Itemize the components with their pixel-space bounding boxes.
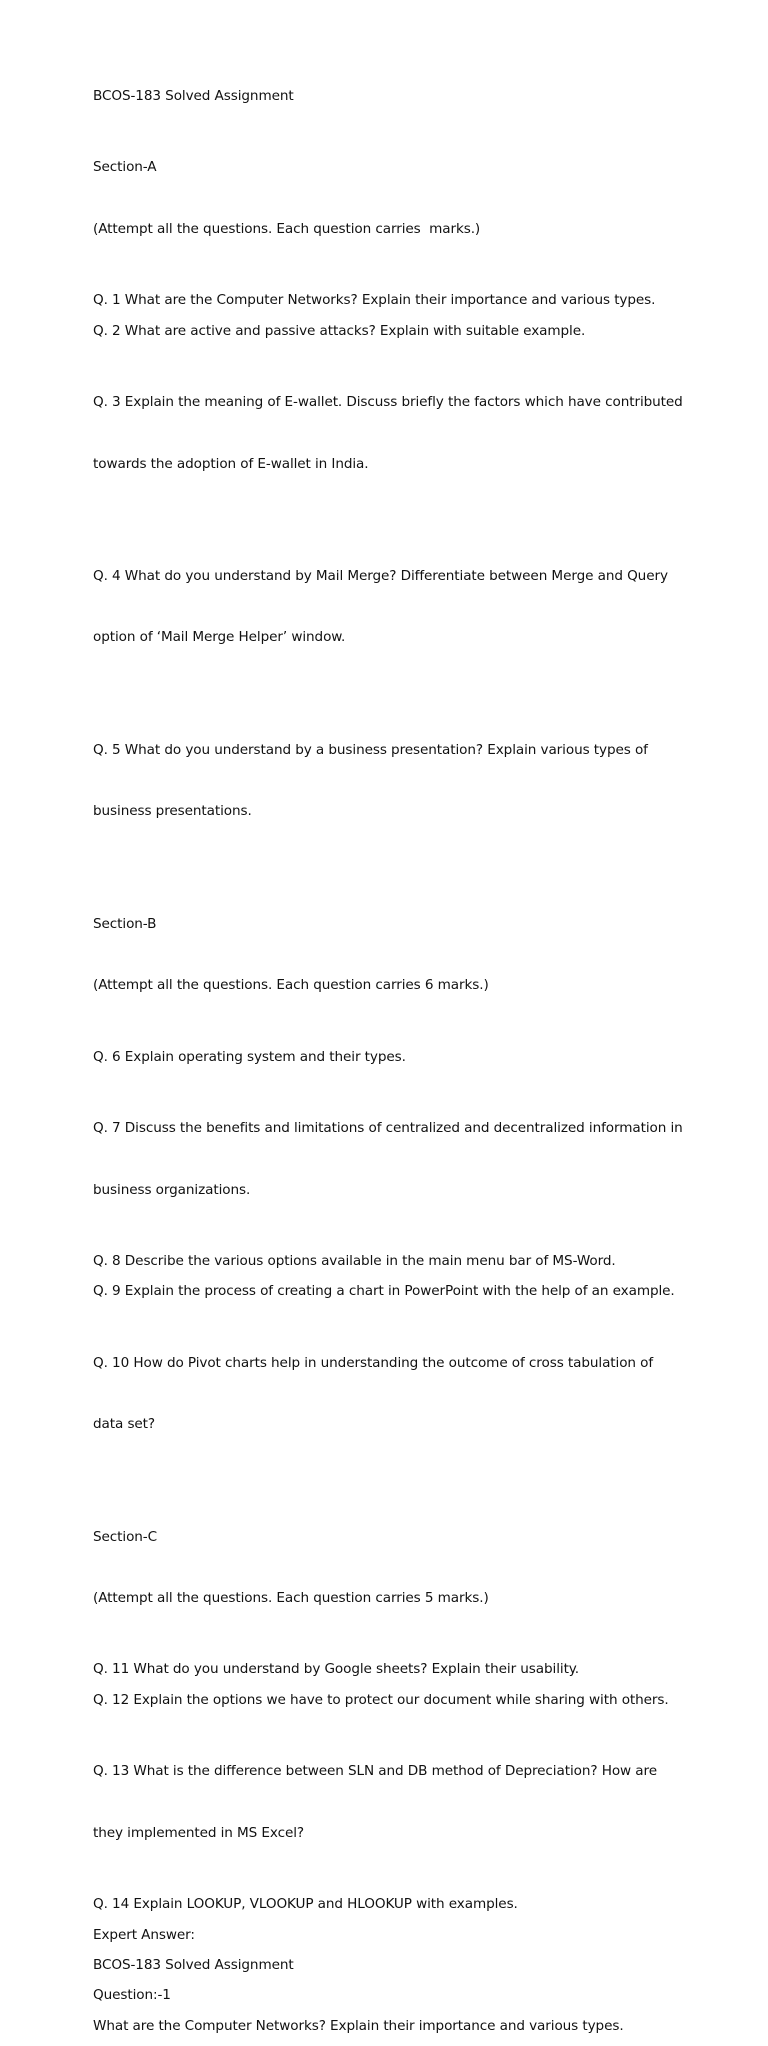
question-7-line-2: business organizations. (93, 1181, 251, 1198)
question-4-line-1: Q. 4 What do you understand by Mail Merge? Differentiate between Merge and Query (93, 567, 668, 584)
question-5-line-2: business presentations. (93, 803, 252, 820)
question-12: Q. 12 Explain the options we have to protect our document while sharing with others. (93, 1691, 669, 1708)
document-page (93, 86, 683, 2046)
question-7 (93, 1077, 683, 1241)
question-7-line-1: Q. 7 Discuss the benefits and limitations of centralized and decentralized information in (93, 1120, 683, 1137)
section-c-block (93, 1486, 683, 1650)
section-a-block (93, 116, 683, 280)
question-text: What are the Computer Networks? Explain their importance and various types. (93, 2017, 624, 2034)
section-c-instruction: (Attempt all the questions. Each question carries 5 marks.) (93, 1590, 489, 1607)
section-a-instruction: (Attempt all the questions. Each question carries marks.) (93, 220, 481, 237)
question-10 (93, 1312, 683, 1476)
question-3-line-2: towards the adoption of E-wallet in India. (93, 455, 369, 472)
question-10-line-1: Q. 10 How do Pivot charts help in understanding the outcome of cross tabulation of (93, 1354, 654, 1371)
question-13 (93, 1720, 683, 1884)
question-9: Q. 9 Explain the process of creating a chart in PowerPoint with the help of an example. (93, 1283, 675, 1300)
question-14: Q. 14 Explain LOOKUP, VLOOKUP and HLOOKUP with examples. (93, 1896, 518, 1913)
question-3 (93, 351, 683, 515)
question-13-line-2: they implemented in MS Excel? (93, 1824, 305, 1841)
question-11: Q. 11 What do you understand by Google sheets? Explain their usability. (93, 1661, 580, 1678)
document-title-repeat: BCOS-183 Solved Assignment (93, 1956, 294, 1973)
question-10-line-2: data set? (93, 1416, 156, 1433)
question-6: Q. 6 Explain operating system and their types. (93, 1048, 406, 1065)
document-title: BCOS-183 Solved Assignment (93, 88, 294, 104)
expert-answer-label: Expert Answer: (93, 1926, 195, 1943)
question-5 (93, 699, 683, 863)
section-b-heading: Section-B (93, 915, 157, 932)
question-2: Q. 2 What are active and passive attacks? Explain with suitable example. (93, 322, 586, 339)
section-a-heading: Section-A (93, 159, 157, 176)
question-3-line-1: Q. 3 Explain the meaning of E-wallet. Discuss briefly the factors which have contributed (93, 394, 683, 411)
section-b-instruction: (Attempt all the questions. Each question carries 6 marks.) (93, 977, 489, 994)
section-c-heading: Section-C (93, 1528, 158, 1545)
section-b-block (93, 873, 683, 1037)
question-4-line-2: option of ‘Mail Merge Helper’ window. (93, 629, 346, 646)
question-1: Q. 1 What are the Computer Networks? Explain their importance and various types. (93, 292, 656, 309)
question-5-line-1: Q. 5 What do you understand by a business presentation? Explain various types of (93, 741, 648, 758)
question-label: Question:-1 (93, 1987, 171, 2004)
question-4 (93, 525, 683, 689)
question-13-line-1: Q. 13 What is the difference between SLN and DB method of Depreciation? How are (93, 1763, 657, 1780)
question-8: Q. 8 Describe the various options available in the main menu bar of MS-Word. (93, 1252, 616, 1269)
